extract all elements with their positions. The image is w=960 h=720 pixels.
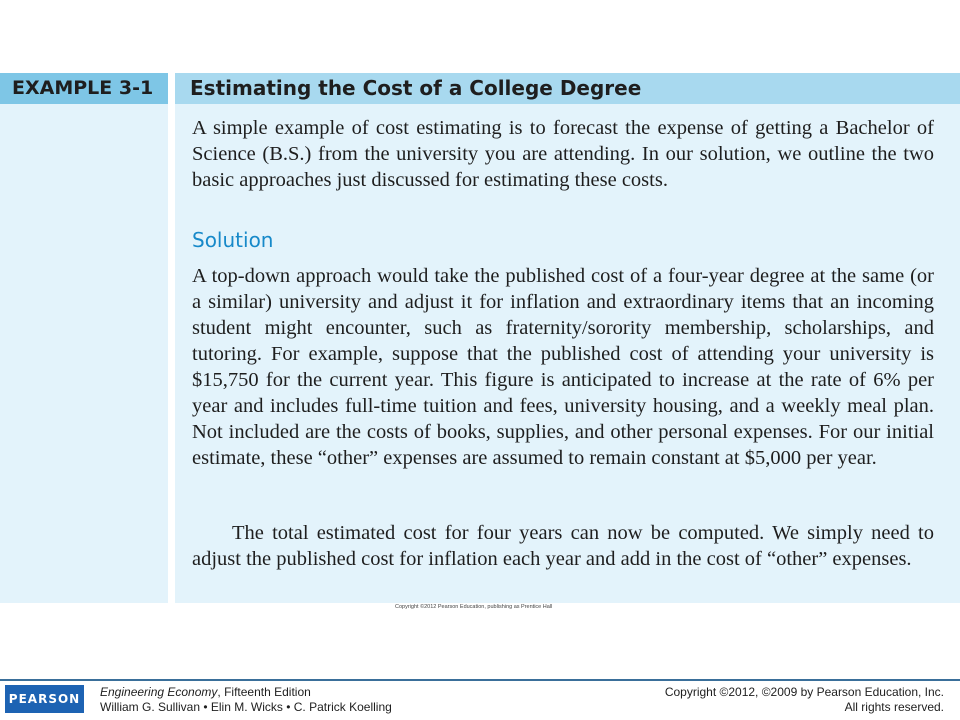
footer-book-info — [100, 685, 392, 715]
footer-divider — [0, 679, 960, 681]
book-authors: William G. Sullivan • Elin M. Wicks • C. Patrick Koelling — [100, 700, 392, 714]
column-divider — [168, 73, 175, 603]
intro-paragraph: A simple example of cost estimating is to forecast the expense of getting a Bachelor of Science (B.S.) from the university you are attending. In our solution, we outline the two basic approaches just discussed for estimating these costs. — [192, 117, 934, 191]
solution-paragraph-2: The total estimated cost for four years can now be computed. We simply need to adjust the published cost for inflation each year and add in the cost of “other” expenses. — [192, 522, 934, 570]
rights-line: All rights reserved. — [844, 700, 944, 714]
book-title: Engineering Economy — [100, 685, 218, 699]
example-tag-label: EXAMPLE 3-1 — [12, 77, 154, 99]
footer-copyright — [665, 685, 944, 715]
example-title: Estimating the Cost of a College Degree — [190, 76, 642, 100]
image-copyright-note: Copyright ©2012 Pearson Education, publishing as Prentice Hall — [395, 604, 553, 610]
example-title-bar — [175, 73, 960, 104]
book-title-line — [100, 685, 392, 700]
pearson-logo-text: PEARSON — [8, 692, 81, 706]
copyright-line: Copyright ©2012, ©2009 by Pearson Education, Inc. — [664, 685, 944, 699]
pearson-logo — [5, 685, 84, 713]
book-edition: , Fifteenth Edition — [217, 685, 311, 699]
solution-paragraph-1: A top-down approach would take the published cost of a four-year degree at the same (or a similar) university and adjust it for inflation and extraordinary items that an incoming student might encounter, such as fraternity/sorority membership, scholarships, and tutoring. For example, suppose that the published cost of attending your university is $15,750 for the current year. This figure is anticipated to increase at the rate of 6% per year and includes full-time tuition and fees, university housing, and a weekly meal plan. Not included are the costs of books, supplies, and other personal expenses. For our initial estimate, these “other” expenses are assumed to remain constant at $5,000 per year. — [192, 265, 934, 469]
solution-heading: Solution — [192, 228, 274, 252]
example-tag — [0, 73, 168, 104]
